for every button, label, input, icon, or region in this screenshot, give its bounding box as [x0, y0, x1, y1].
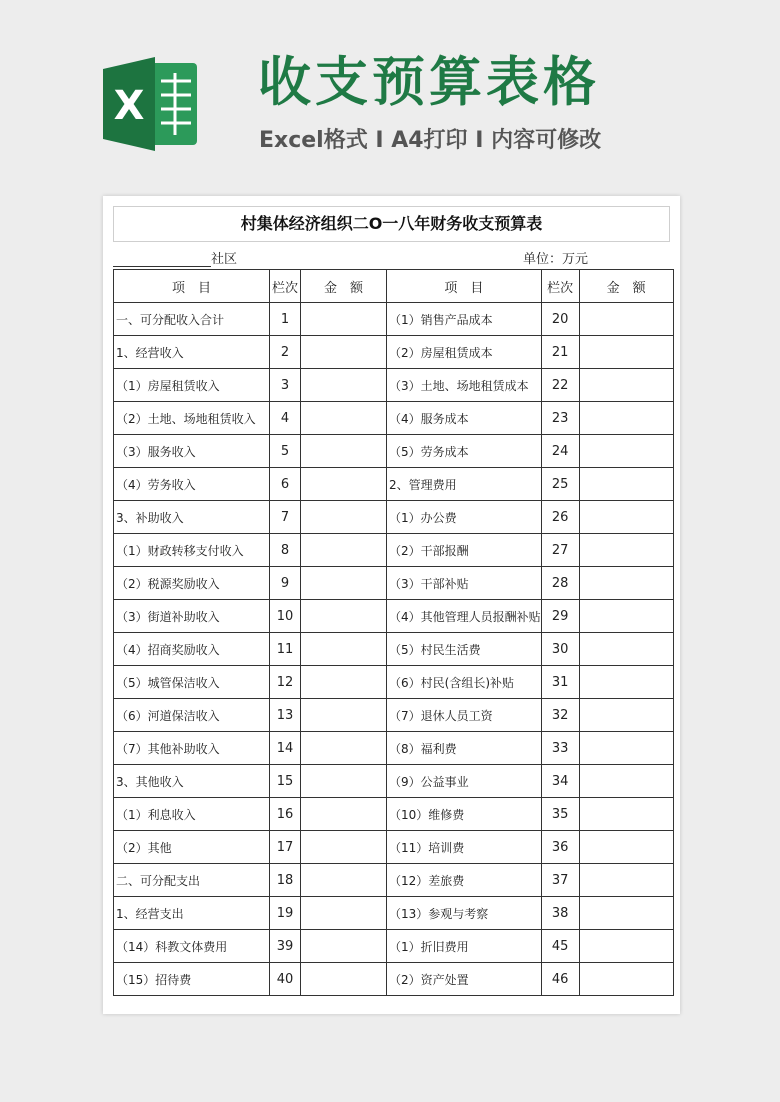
- right-no-cell: 27: [541, 534, 579, 567]
- right-no-cell: 35: [541, 798, 579, 831]
- left-amount-cell[interactable]: [301, 699, 387, 732]
- table-row: [114, 435, 674, 468]
- unit-label: 单位：万元: [523, 252, 589, 267]
- table-row: [114, 336, 674, 369]
- right-amount-cell[interactable]: [579, 336, 673, 369]
- table-row: [114, 468, 674, 501]
- right-amount-cell[interactable]: [579, 369, 673, 402]
- left-item-cell: （1）利息收入: [114, 798, 270, 831]
- table-header-row: [114, 270, 674, 303]
- right-amount-cell[interactable]: [579, 831, 673, 864]
- left-item-cell: （2）土地、场地租赁收入: [114, 402, 270, 435]
- right-item-cell: （1）办公费: [387, 501, 542, 534]
- right-no-cell: 25: [541, 468, 579, 501]
- right-item-cell: （12）差旅费: [387, 864, 542, 897]
- table-row: [114, 600, 674, 633]
- left-item-cell: 3、补助收入: [114, 501, 270, 534]
- right-amount-cell[interactable]: [579, 963, 673, 996]
- right-item-cell: （7）退休人员工资: [387, 699, 542, 732]
- left-item-cell: （3）服务收入: [114, 435, 270, 468]
- left-item-cell: 1、经营收入: [114, 336, 270, 369]
- page-header: [0, 0, 780, 190]
- column-header-item: 项 目: [114, 270, 270, 303]
- right-item-cell: （3）干部补贴: [387, 567, 542, 600]
- column-header-item: 项 目: [387, 270, 542, 303]
- left-no-cell: 4: [270, 402, 301, 435]
- right-no-cell: 36: [541, 831, 579, 864]
- right-item-cell: （10）维修费: [387, 798, 542, 831]
- left-no-cell: 6: [270, 468, 301, 501]
- right-no-cell: 37: [541, 864, 579, 897]
- left-no-cell: 5: [270, 435, 301, 468]
- left-item-cell: 二、可分配支出: [114, 864, 270, 897]
- left-no-cell: 8: [270, 534, 301, 567]
- table-row: [114, 732, 674, 765]
- left-no-cell: 11: [270, 633, 301, 666]
- right-amount-cell[interactable]: [579, 600, 673, 633]
- page-subtitle: Excel格式 I A4打印 I 内容可修改: [259, 128, 602, 153]
- right-item-cell: （1）折旧费用: [387, 930, 542, 963]
- left-no-cell: 1: [270, 303, 301, 336]
- right-amount-cell[interactable]: [579, 732, 673, 765]
- right-item-cell: （2）资产处置: [387, 963, 542, 996]
- left-item-cell: （7）其他补助收入: [114, 732, 270, 765]
- left-item-cell: （2）税源奖励收入: [114, 567, 270, 600]
- column-header-amount: 金 额: [579, 270, 673, 303]
- column-header-no: 栏次: [541, 270, 579, 303]
- left-amount-cell[interactable]: [301, 468, 387, 501]
- right-amount-cell[interactable]: [579, 765, 673, 798]
- table-row: [114, 765, 674, 798]
- budget-table: [113, 269, 674, 996]
- table-row: [114, 633, 674, 666]
- right-no-cell: 28: [541, 567, 579, 600]
- left-no-cell: 17: [270, 831, 301, 864]
- left-no-cell: 10: [270, 600, 301, 633]
- right-item-cell: （3）土地、场地租赁成本: [387, 369, 542, 402]
- left-item-cell: 1、经营支出: [114, 897, 270, 930]
- left-amount-cell[interactable]: [301, 435, 387, 468]
- right-no-cell: 33: [541, 732, 579, 765]
- left-item-cell: 一、可分配收入合计: [114, 303, 270, 336]
- table-row: [114, 963, 674, 996]
- table-row: [114, 897, 674, 930]
- column-header-no: 栏次: [270, 270, 301, 303]
- left-amount-cell[interactable]: [301, 732, 387, 765]
- right-amount-cell[interactable]: [579, 435, 673, 468]
- column-header-amount: 金 额: [301, 270, 387, 303]
- left-amount-cell[interactable]: [301, 402, 387, 435]
- document-title: 村集体经济组织二O一八年财务收支预算表: [113, 206, 670, 242]
- left-no-cell: 12: [270, 666, 301, 699]
- table-row: [114, 369, 674, 402]
- table-row: [114, 402, 674, 435]
- left-item-cell: （14）科教文体费用: [114, 930, 270, 963]
- right-amount-cell[interactable]: [579, 864, 673, 897]
- right-no-cell: 21: [541, 336, 579, 369]
- left-amount-cell[interactable]: [301, 369, 387, 402]
- table-row: [114, 699, 674, 732]
- left-amount-cell[interactable]: [301, 501, 387, 534]
- right-amount-cell[interactable]: [579, 897, 673, 930]
- left-amount-cell[interactable]: [301, 798, 387, 831]
- right-amount-cell[interactable]: [579, 402, 673, 435]
- right-item-cell: （1）销售产品成本: [387, 303, 542, 336]
- table-row: [114, 864, 674, 897]
- right-no-cell: 23: [541, 402, 579, 435]
- right-item-cell: 2、管理费用: [387, 468, 542, 501]
- right-item-cell: （5）劳务成本: [387, 435, 542, 468]
- left-amount-cell[interactable]: [301, 864, 387, 897]
- right-no-cell: 30: [541, 633, 579, 666]
- left-amount-cell[interactable]: [301, 633, 387, 666]
- left-amount-cell[interactable]: [301, 897, 387, 930]
- right-no-cell: 38: [541, 897, 579, 930]
- left-no-cell: 13: [270, 699, 301, 732]
- right-no-cell: 22: [541, 369, 579, 402]
- left-amount-cell[interactable]: [301, 831, 387, 864]
- spreadsheet-page: [103, 196, 680, 1014]
- left-item-cell: （4）招商奖励收入: [114, 633, 270, 666]
- left-no-cell: 16: [270, 798, 301, 831]
- left-amount-cell[interactable]: [301, 600, 387, 633]
- right-no-cell: 45: [541, 930, 579, 963]
- table-row: [114, 831, 674, 864]
- right-item-cell: （2）干部报酬: [387, 534, 542, 567]
- table-row: [114, 303, 674, 336]
- left-item-cell: （1）财政转移支付收入: [114, 534, 270, 567]
- right-amount-cell[interactable]: [579, 303, 673, 336]
- left-no-cell: 39: [270, 930, 301, 963]
- left-amount-cell[interactable]: [301, 336, 387, 369]
- right-no-cell: 46: [541, 963, 579, 996]
- table-row: [114, 501, 674, 534]
- page-title: 收支预算表格: [258, 52, 600, 113]
- right-no-cell: 32: [541, 699, 579, 732]
- left-amount-cell[interactable]: [301, 930, 387, 963]
- table-row: [114, 534, 674, 567]
- right-amount-cell[interactable]: [579, 633, 673, 666]
- right-amount-cell[interactable]: [579, 666, 673, 699]
- left-no-cell: 7: [270, 501, 301, 534]
- table-row: [114, 930, 674, 963]
- left-amount-cell[interactable]: [301, 765, 387, 798]
- left-no-cell: 2: [270, 336, 301, 369]
- right-item-cell: （4）其他管理人员报酬补贴: [387, 600, 542, 633]
- right-amount-cell[interactable]: [579, 930, 673, 963]
- table-row: [114, 567, 674, 600]
- right-item-cell: （5）村民生活费: [387, 633, 542, 666]
- right-no-cell: 26: [541, 501, 579, 534]
- left-amount-cell[interactable]: [301, 534, 387, 567]
- left-no-cell: 19: [270, 897, 301, 930]
- right-no-cell: 24: [541, 435, 579, 468]
- left-item-cell: （5）城管保洁收入: [114, 666, 270, 699]
- right-amount-cell[interactable]: [579, 501, 673, 534]
- table-row: [114, 666, 674, 699]
- right-amount-cell[interactable]: [579, 468, 673, 501]
- left-amount-cell[interactable]: [301, 567, 387, 600]
- left-no-cell: 15: [270, 765, 301, 798]
- right-no-cell: 20: [541, 303, 579, 336]
- left-no-cell: 18: [270, 864, 301, 897]
- right-amount-cell[interactable]: [579, 567, 673, 600]
- right-item-cell: （8）福利费: [387, 732, 542, 765]
- excel-icon: [103, 57, 199, 151]
- left-no-cell: 14: [270, 732, 301, 765]
- community-field: [113, 248, 237, 267]
- right-amount-cell[interactable]: [579, 699, 673, 732]
- right-item-cell: （4）服务成本: [387, 402, 542, 435]
- right-no-cell: 31: [541, 666, 579, 699]
- left-item-cell: （4）劳务收入: [114, 468, 270, 501]
- left-item-cell: （15）招待费: [114, 963, 270, 996]
- left-item-cell: 3、其他收入: [114, 765, 270, 798]
- left-amount-cell[interactable]: [301, 303, 387, 336]
- right-item-cell: （2）房屋租赁成本: [387, 336, 542, 369]
- left-item-cell: （6）河道保洁收入: [114, 699, 270, 732]
- community-label: 社区: [211, 252, 238, 267]
- left-item-cell: （1）房屋租赁收入: [114, 369, 270, 402]
- left-no-cell: 9: [270, 567, 301, 600]
- right-item-cell: （9）公益事业: [387, 765, 542, 798]
- left-item-cell: （3）街道补助收入: [114, 600, 270, 633]
- left-no-cell: 3: [270, 369, 301, 402]
- left-item-cell: （2）其他: [114, 831, 270, 864]
- right-amount-cell[interactable]: [579, 798, 673, 831]
- right-item-cell: （13）参观与考察: [387, 897, 542, 930]
- table-row: [114, 798, 674, 831]
- left-no-cell: 40: [270, 963, 301, 996]
- right-no-cell: 29: [541, 600, 579, 633]
- right-item-cell: （6）村民(含组长)补贴: [387, 666, 542, 699]
- right-item-cell: （11）培训费: [387, 831, 542, 864]
- document-meta: [113, 248, 670, 268]
- excel-logo-letter: X: [113, 83, 145, 129]
- community-blank: [113, 253, 211, 267]
- right-no-cell: 34: [541, 765, 579, 798]
- left-amount-cell[interactable]: [301, 666, 387, 699]
- right-amount-cell[interactable]: [579, 534, 673, 567]
- left-amount-cell[interactable]: [301, 963, 387, 996]
